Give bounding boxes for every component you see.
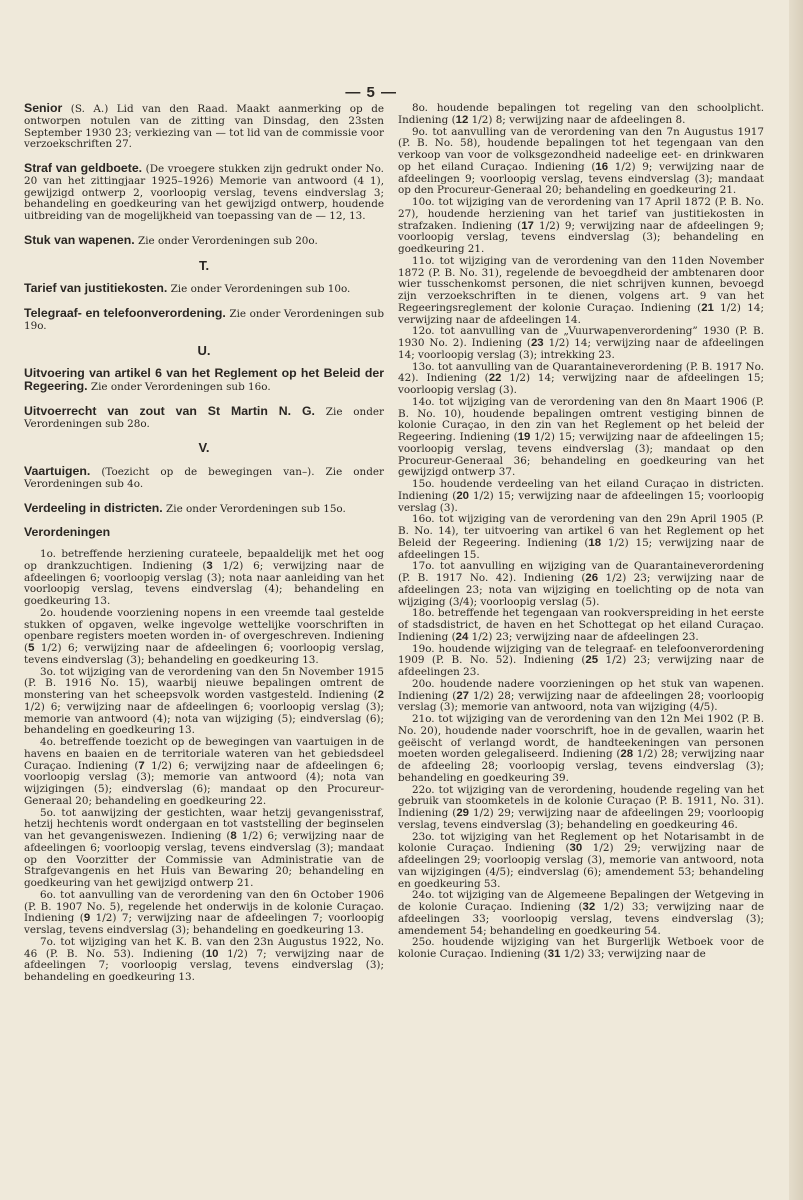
entry-heading: Straf van geldboete. [24,161,143,175]
ordinance-item: 3o. tot wijziging van de verordening van den 5n November 1915 (P. B. 1916 No. 15), waarbij nieuwe bepalingen omtrent de monstering van het scheepsvolk worden vastgesteld. Indiening (2 1/2) 6; verwijzing naar de afdeelingen 6; voorloopig verslag (3); memorie van antwoord (4); nota van wijziging (5); eindverslag (6); behandeling en goedkeuring 13. [24,665,384,737]
ordinance-item: 13o. tot aanvulling van de Quarantaineverordening (P. B. 1917 No. 42). Indiening (22 1/2) 14; verwijzing naar de afdeelingen 15; voorloopig verslag (3). [398,360,764,396]
ordinance-item: 7o. tot wijziging van het K. B. van den 23n Augustus 1922, No. 46 (P. B. No. 53). Indiening (10 1/2) 7; verwijzing naar de afdeelingen 7; voorloopig verslag, tevens eindverslag (3); behandeling en goedkeuring 13. [24,935,384,983]
ordinance-item: 10o. tot wijziging van de verordening van 17 April 1872 (P. B. No. 27), houdende herziening van het tarief van justitiekosten in strafzaken. Indiening (17 1/2) 9; verwijzing naar de afdeelingen 9; voorloopig verslag, tevens eindverslag (3); behandeling en goedkeuring 21. [398,196,764,255]
index-entry [24,466,384,491]
ordinance-item: 14o. tot wijziging van de verordening van den 8n Maart 1906 (P. B. No. 10), houdende bepalingen omtrent vestiging binnen de kolonie Curaçao, in den zin van het Reglement op het beleid der Regeering. Indiening (19 1/2) 15; verwijzing naar de afdeelingen 15; voorloopig verslag, tevens eindverslag (3); mandaat op den Procureur-Generaal 36; behandeling en goedkeuring van het gewijzigd ontwerp 37. [398,395,764,479]
ordinance-item: 12o. tot aanvulling van de „Vuurwapenverordening” 1930 (P. B. 1930 No. 2). Indiening (23 1/2) 14; verwijzing naar de afdeelingen 14; voorloopig verslag (3); intrekking 23. [398,325,764,361]
entry-text: Zie onder Verordeningen sub 28o. [24,405,385,430]
entry-heading: Telegraaf- en telefoonverordening. [24,306,226,320]
index-entry [24,163,384,223]
entry-heading: Uitvoerrecht van zout van St Martin N. G. [24,403,315,418]
entry-text: Zie onder Verordeningen sub 19o. [24,308,384,332]
ordinance-item: 17o. tot aanvulling en wijziging van de Quarantaineverordening (P. B. 1917 No. 42). Indiening (26 1/2) 23; verwijzing naar de afdeelingen 23; nota van wijziging en toelichting op de nota van wijziging (3/4); voorloopig verslag (5). [398,560,764,608]
index-entry [24,103,384,151]
ordinance-item: 1o. betreffende herziening curateele, bepaaldelijk met het oog op drankzuchtigen. Indiening (3 1/2) 6; verwijzing naar de afdeelingen 6; voorloopig verslag (3); nota naar aanleiding van het voorloopig verslag, tevens eindverslag (4); behandeling en goedkeuring 13. [24,548,384,607]
index-entry [24,500,384,516]
ordinance-item: 22o. tot wijziging van de verordening, houdende regeling van het gebruik van stoomketels in de kolonie Curaçao (P. B. 1911, No. 31). Indiening (29 1/2) 29; verwijzing naar de afdeelingen 29; voorloopig verslag, tevens eindverslag (3); behandeling en goedkeuring 46. [398,783,764,831]
index-entry [24,403,385,431]
verordeningen-heading: Verordeningen [24,525,111,540]
entry-heading: Senior [24,101,63,115]
entry-text: Zie onder Verordeningen sub 10o. [167,283,351,296]
section-letter-v: V. [198,440,210,456]
left-column [24,103,384,984]
entry-text: Zie onder Verordeningen sub 20o. [134,234,318,247]
entry-text: (De vroegere stukken zijn gedrukt onder No. 20 van het zittingjaar 1925–1926) Memorie van antwoord (4 1), gewijzigd ontwerp 2, voorloopig verslag, tevens eindverslag 3; behandeling en goedkeuring van het gewijzigd ontwerp, houdende uitbreiding van de mogelijkheid van toepassing van de — 12, 13. [24,163,384,222]
ordinance-item: 19o. houdende wijziging van de telegraaf- en telefoonverordening 1909 (P. B. No. 52). Indiening (25 1/2) 23; verwijzing naar de afdeelingen 23. [398,642,764,678]
ordinance-item: 11o. tot wijziging van de verordening van den 11den November 1872 (P. B. No. 31), regelende de bevoegdheid der ambtenaren door wier tusschenkomst personen, die niet schrijven kunnen, bevoegd zijn verzoekschriften in te dienen, volgens art. 9 van het Regeeringsreglement der kolonie Curaçao. Indiening (21 1/2) 14; verwijzing naar de afdeelingen 14. [398,254,764,326]
ordinance-item: 16o. tot wijziging van de verordening van den 29n April 1905 (P. B. No. 14), ter uitvoering van artikel 6 van het Reglement op het Beleid der Regeering. Indiening (18 1/2) 15; verwijzing naar de afdeelingen 15. [398,513,764,561]
entry-text: (Toezicht op de bewegingen van–). Zie onder Verordeningen sub 4o. [24,466,384,490]
index-entry [24,368,384,394]
ordinance-item: 21o. tot wijziging van de verordening van den 12n Mei 1902 (P. B. No. 20), houdende nader voorschrift, hoe in de gevallen, waarin het geëischt of verlangd wordt, de handteekeningen van personen moeten worden gelegaliseerd. Indiening (28 1/2) 28; verwijzing naar de afdeeling 28; voorloopig verslag, tevens eindverslag (3); behandeling en goedkeuring 39. [398,713,764,784]
ordinance-item: 15o. houdende verdeeling van het eiland Curaçao in districten. Indiening (20 1/2) 15; verwijzing naar de afdeelingen 15; voorloopig verslag (3). [398,478,764,514]
entry-heading: Stuk van wapenen. [24,232,135,247]
section-letter-t: T. [198,257,210,273]
entry-heading: Tarief van justitiekosten. [24,281,168,296]
index-entry [24,283,384,296]
entry-text: (S. A.) Lid van den Raad. Maakt aanmerking op de ontworpen notulen van de zitting van Dinsdag, den 23sten September 1930 23; verkiezing van — tot lid van de commissie voor verzoekschriften 27. [24,103,384,151]
right-column [398,103,764,961]
ordinance-item: 2o. houdende voorziening nopens in een vreemde taal gestelde stukken of opgaven, welke ingevolge wettelijke voorschriften in openbare registers moeten worden in- of overgeschreven. Indiening (5 1/2) 6; verwijzing naar de afdeelingen 6; voorloopig verslag, tevens eindverslag (3); behandeling en goedkeuring 13. [24,606,384,666]
page-edge [789,0,803,1200]
ordinance-item: 23o. tot wijziging van het Reglement op het Notarisambt in de kolonie Curaçao. Indiening (30 1/2) 29; verwijzing naar de afdeelingen 29; voorloopig verslag (3), memorie van antwoord, nota van wijzigingen (4/5); eindverslag (6); amendement 53; behandeling en goedkeuring 53. [398,830,764,890]
ordinance-item: 24o. tot wijziging van de Algemeene Bepalingen der Wetgeving in de kolonie Curaçao. Indiening (32 1/2) 33; verwijzing naar de afdeelingen 33; voorloopig verslag, tevens eindverslag (3); amendement 54; behandeling en goedkeuring 54. [398,889,764,937]
ordinance-item: 5o. tot aanwijzing der gestichten, waar hetzij gevangenisstraf, hetzij hechtenis wordt ondergaan en tot vaststelling der beginselen van het gevangeniswezen. Indiening (8 1/2) 6; verwijzing naar de afdeelingen 6; voorloopig verslag, tevens eindverslag (3); mandaat op den Voorzitter der Commissie van Administratie van de Strafgevangenis en het Huis van Bewaring 20; behandeling en goedkeuring van het gewijzigd ontwerp 21. [24,806,384,889]
entry-heading: Vaartuigen. [24,464,91,478]
ordinance-item: 25o. houdende wijziging van het Burgerlijk Wetboek voor de kolonie Curaçao. Indiening (31 1/2) 33; verwijzing naar de [398,936,764,960]
ordinance-item: 6o. tot aanvulling van de verordening van den 6n October 1906 (P. B. 1907 No. 5), regelende het onderwijs in de kolonie Curaçao. Indiening (9 1/2) 7; verwijzing naar de afdeelingen 7; voorloopig verslag, tevens eindverslag (3); behandeling en goedkeuring 13. [24,888,384,936]
ordinance-item: 18o. betreffende het tegengaan van rookverspreiding in het eerste of stadsdistrict, de haven en het Schottegat op het eiland Curaçao. Indiening (24 1/2) 23; verwijzing naar de afdeelingen 23. [398,607,764,643]
entry-text: Zie onder Verordeningen sub 16o. [87,381,271,393]
index-entry [24,308,384,333]
ordinance-item: 8o. houdende bepalingen tot regeling van den schoolplicht. Indiening (12 1/2) 8; verwijzing naar de afdeelingen 8. [398,102,764,126]
section-letter-u: U. [197,342,211,358]
page-number: — 5 — [345,84,397,101]
entry-heading: Uitvoering van artikel 6 van het Reglement op het Beleid der Regeering. [24,366,384,393]
ordinance-item: 20o. houdende nadere voorzieningen op het stuk van wapenen. Indiening (27 1/2) 28; verwijzing naar de afdeelingen 28; voorloopig verslag (3); memorie van antwoord, nota van wijziging (4/5). [398,677,764,714]
entry-heading: Verdeeling in districten. [24,500,163,515]
index-entry [24,232,384,248]
ordinance-item: 4o. betreffende toezicht op de bewegingen van vaartuigen in de havens en baaien en de territoriale wateren van het gebiedsdeel Curaçao. Indiening (7 1/2) 6; verwijzing naar de afdeelingen 6; voorloopig verslag (3); memorie van antwoord (4); nota van wijzigingen (5); eindverslag (6); mandaat op den Procureur-Generaal 20; behandeling en goedkeuring 22. [24,736,384,807]
entry-text: Zie onder Verordeningen sub 15o. [162,502,346,515]
ordinance-item: 9o. tot aanvulling van de verordening van den 7n Augustus 1917 (P. B. No. 58), houdende bepalingen tot het tegengaan van den verkoop van voor de volksgezondheid nadeelige eet- en drinkwaren op het eiland Curaçao. Indiening (16 1/2) 9; verwijzing naar de afdeelingen 9; voorloopig verslag, tevens eindverslag (3); mandaat op den Procureur-Generaal 20; behandeling en goedkeuring 21. [398,125,764,197]
